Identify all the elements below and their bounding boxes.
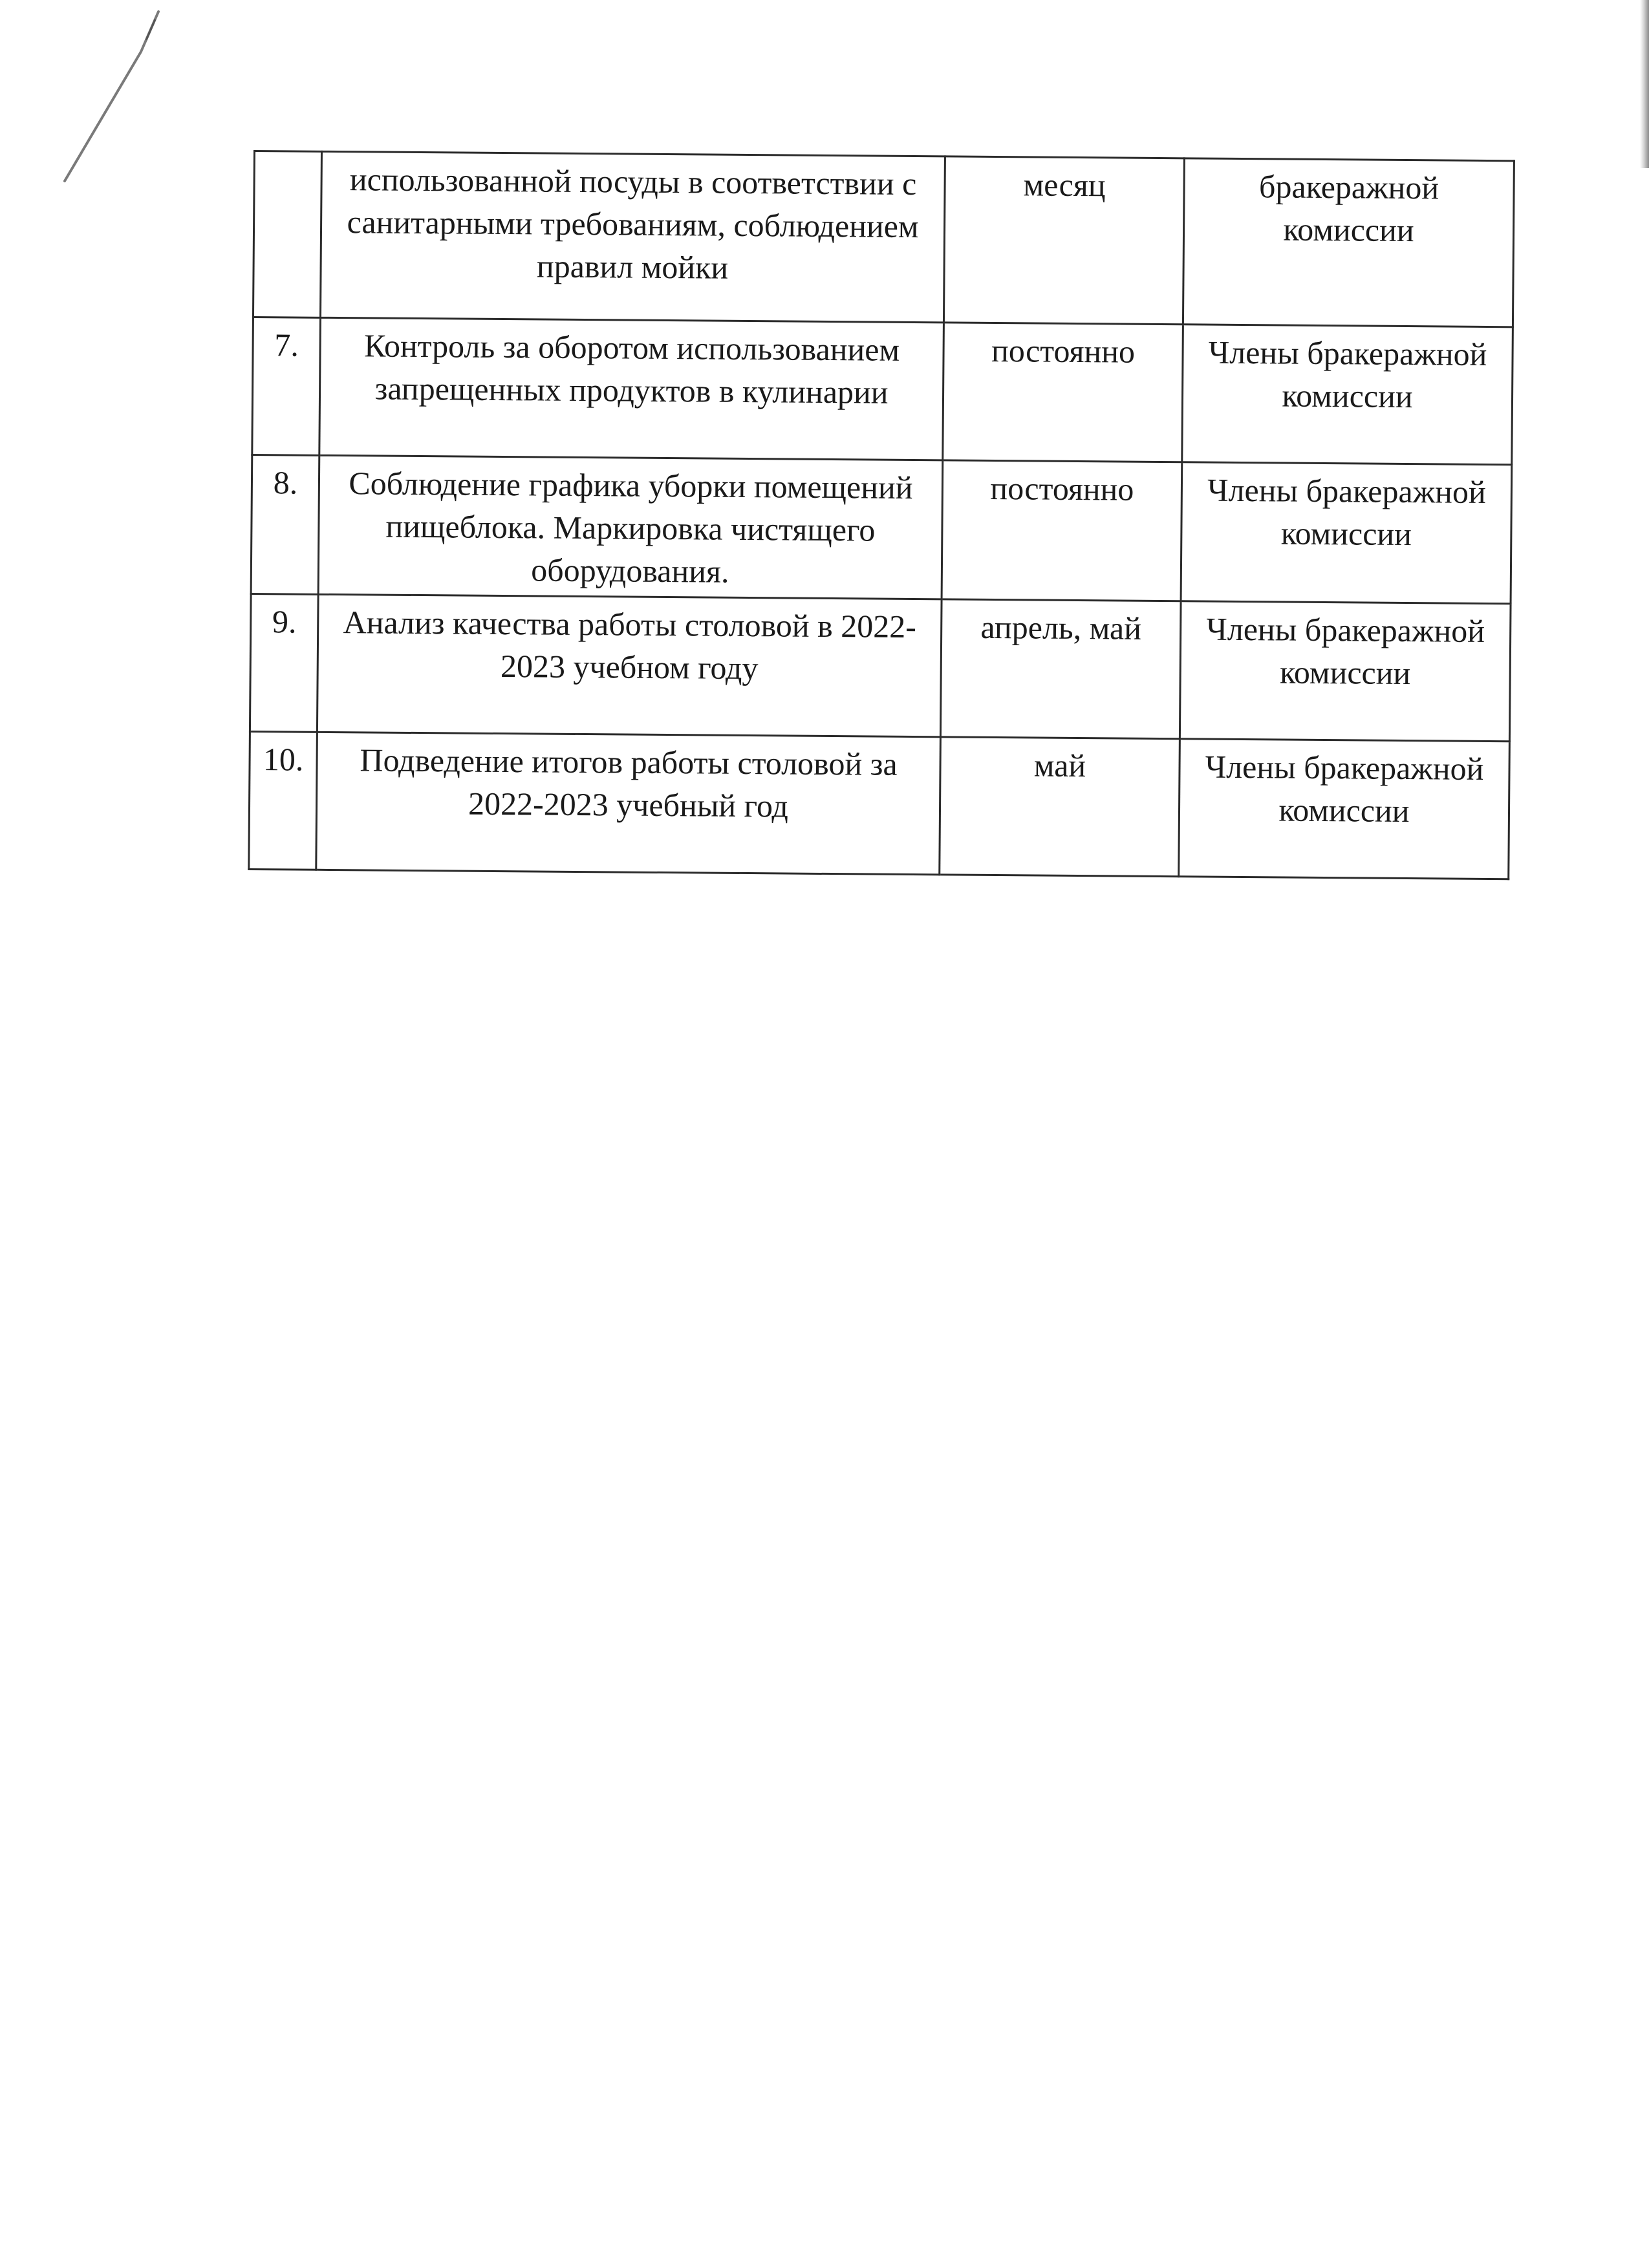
plan-table: [248, 150, 1515, 880]
responsible-cell: Члены бракеражной комиссии: [1182, 325, 1513, 465]
term-cell: май: [940, 737, 1180, 877]
task-cell: Соблюдение графика уборки помещений пищеблока. Маркировка чистящего оборудования.: [318, 455, 943, 599]
table-row: [249, 731, 1510, 879]
row-number: 8.: [251, 455, 319, 594]
table-row: [250, 594, 1511, 741]
term-cell: месяц: [943, 156, 1184, 325]
table-row: [252, 317, 1513, 465]
table-row: [251, 455, 1512, 603]
task-cell: Контроль за оборотом использованием запрещенных продуктов в кулинарии: [319, 317, 944, 460]
responsible-cell: Члены бракеражной комиссии: [1181, 462, 1512, 604]
task-cell: Подведение итогов работы столовой за 2022-2023 учебный год: [316, 732, 941, 875]
task-cell: Анализ качества работы столовой в 2022-2023 учебном году: [317, 594, 942, 737]
responsible-cell: бракеражной комиссии: [1183, 158, 1514, 327]
term-cell: апрель, май: [940, 599, 1181, 739]
responsible-cell: Члены бракеражной комиссии: [1179, 739, 1510, 879]
term-cell: постоянно: [942, 460, 1182, 601]
scan-edge-shadow: [1640, 0, 1649, 168]
task-cell: использованной посуды в соответствии с санитарными требованиям, соблюдением правил мойки: [320, 151, 945, 323]
responsible-cell: Члены бракеражной комиссии: [1180, 601, 1511, 742]
row-number: 7.: [252, 317, 321, 456]
row-number: [253, 151, 321, 318]
row-number: 9.: [250, 594, 318, 732]
row-number: 10.: [249, 731, 318, 870]
table-row: [253, 151, 1514, 327]
pen-stroke-mark: [26, 6, 181, 200]
term-cell: постоянно: [943, 323, 1183, 462]
